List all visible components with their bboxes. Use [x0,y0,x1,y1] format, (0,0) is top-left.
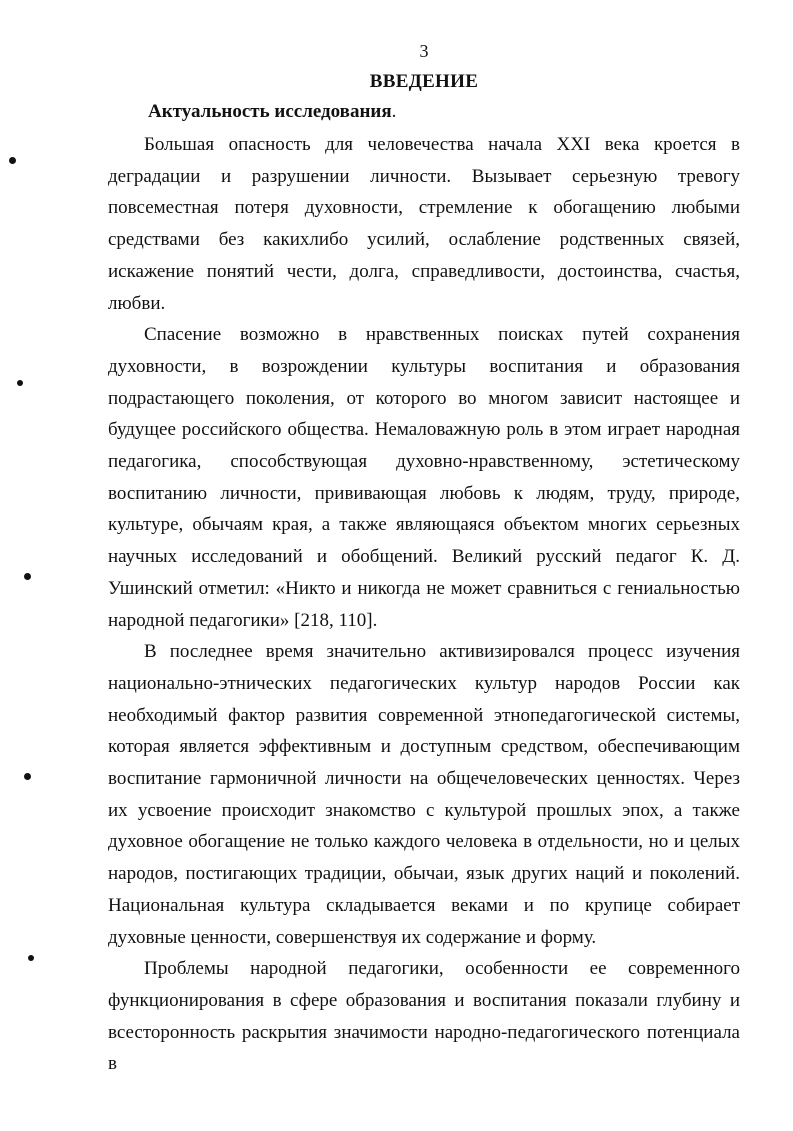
section-heading: ВВЕДЕНИЕ [369,71,479,92]
margin-mark-1 [9,157,16,164]
margin-mark-4 [24,773,31,780]
subsection-heading-text: Актуальность исследования [148,101,392,122]
subsection-heading [148,100,396,124]
paragraph-3: В последнее время значительно активизировался процесс изучения национально-этнических педагогических культур народов России как необходимый фактор развития современной этнопедагогической системы, которая является эффективным и доступным средством, обеспечивающим воспитание гармоничной личности на общечеловеческих ценностях. Через их усвоение происходит знакомство с культурой прошлых эпох, а также духовное обогащение не только каждого человека в отдельности, но и целых народов, постигающих традиции, обычаи, язык других наций и поколений. Национальная культура складывается веками и по крупице собирает духовные ценности, совершенствуя их содержание и форму. [108,641,740,948]
margin-mark-5 [28,955,34,961]
margin-mark-2 [17,380,23,386]
paragraph-1: Большая опасность для человечества начала XXI века кроется в деградации и разрушении личности. Вызывает серьезную тревогу повсеместная потеря духовности, стремление к обогащению любыми средствами без какихлибо усилий, ослабление родственных связей, искажение понятий чести, долга, справедливости, достоинства, счастья, любви. [108,134,740,314]
margin-mark-3 [24,573,31,580]
page-number: 3 [419,41,429,61]
paragraph-2: Спасение возможно в нравственных поисках путей сохранения духовности, в возрождении культуры воспитания и образования подрастающего поколения, от которого во многом зависит настоящее и будущее российского общества. Немаловажную роль в этом играет народная педагогика, способствующая духовно-нравственному, эстетическому воспитанию личности, прививающая любовь к людям, труду, природе, культуре, обычаям края, а также являющаяся объектом многих серьезных научных исследований и обобщений. Великий русский педагог К. Д. Ушинский отметил: «Никто и никогда не может сравниться с гениальностью народной педагогики» [218, 110]. [108,324,740,631]
paragraph-4: Проблемы народной педагогики, особенности ее современного функционирования в сфере образования и воспитания показали глубину и всесторонность раскрытия значимости народно-педагогического потенциала в [108,958,740,1075]
body-text [108,129,740,1080]
subsection-heading-period: . [391,101,397,122]
